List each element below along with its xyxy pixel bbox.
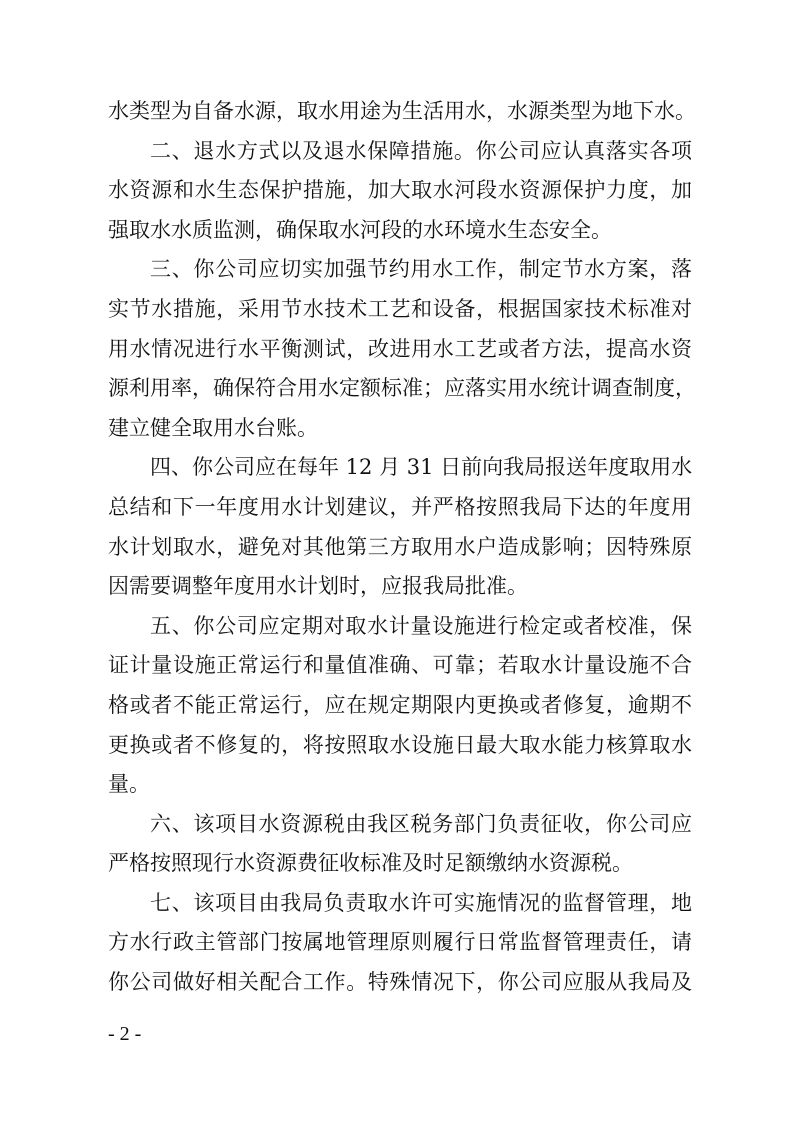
text-line: 水类型为自备水源，取水用途为生活用水，水源类型为地下水。 [108, 99, 696, 123]
text-line: 更换或者不修复的，将按照取水设施日最大取水能力核算取水 [108, 732, 692, 757]
text-line: 实节水措施，采用节水技术工艺和设备，根据国家技术标准对 [108, 296, 692, 321]
text-line: 严格按照现行水资源费征收标准及时足额缴纳水资源税。 [108, 851, 633, 876]
text-line: 因需要调整年度用水计划时，应报我局批准。 [108, 574, 528, 599]
text-line: 六、该项目水资源税由我区税务部门负责征收，你公司应 [150, 811, 692, 836]
text-line: 水计划取水，避免对其他第三方取用水户造成影响；因特殊原 [108, 534, 692, 559]
document-body [108, 92, 696, 1003]
text-line: 源利用率，确保符合用水定额标准；应落实用水统计调查制度， [108, 376, 696, 401]
text-line: 强取水水质监测，确保取水河段的水环境水生态安全。 [108, 217, 612, 242]
text-line: 建立健全取用水台账。 [108, 415, 318, 440]
text-line: 水资源和水生态保护措施，加大取水河段水资源保护力度，加 [108, 178, 692, 203]
text-line: 量。 [108, 772, 150, 797]
text-line: 格或者不能正常运行，应在规定期限内更换或者修复，逾期不 [108, 692, 692, 717]
text-line: 用水情况进行水平衡测试，改进用水工艺或者方法，提高水资 [108, 336, 692, 361]
text-line: 总结和下一年度用水计划建议，并严格按照我局下达的年度用 [108, 494, 692, 519]
text-line: 你公司做好相关配合工作。特殊情况下，你公司应服从我局及 [108, 970, 692, 995]
text-line: 证计量设施正常运行和量值准确、可靠；若取水计量设施不合 [108, 653, 692, 678]
text-line: 方水行政主管部门按属地管理原则履行日常监督管理责任，请 [108, 930, 692, 955]
page-number: - 2 - [108, 1023, 142, 1045]
text-line: 四、你公司应在每年 12 月 31 日前向我局报送年度取用水 [150, 455, 693, 480]
text-line: 五、你公司应定期对取水计量设施进行检定或者校准，保 [150, 613, 692, 638]
text-line: 二、退水方式以及退水保障措施。你公司应认真落实各项 [150, 138, 692, 163]
text-line: 三、你公司应切实加强节约用水工作，制定节水方案，落 [150, 257, 692, 282]
text-line: 七、该项目由我局负责取水许可实施情况的监督管理，地 [150, 890, 692, 915]
